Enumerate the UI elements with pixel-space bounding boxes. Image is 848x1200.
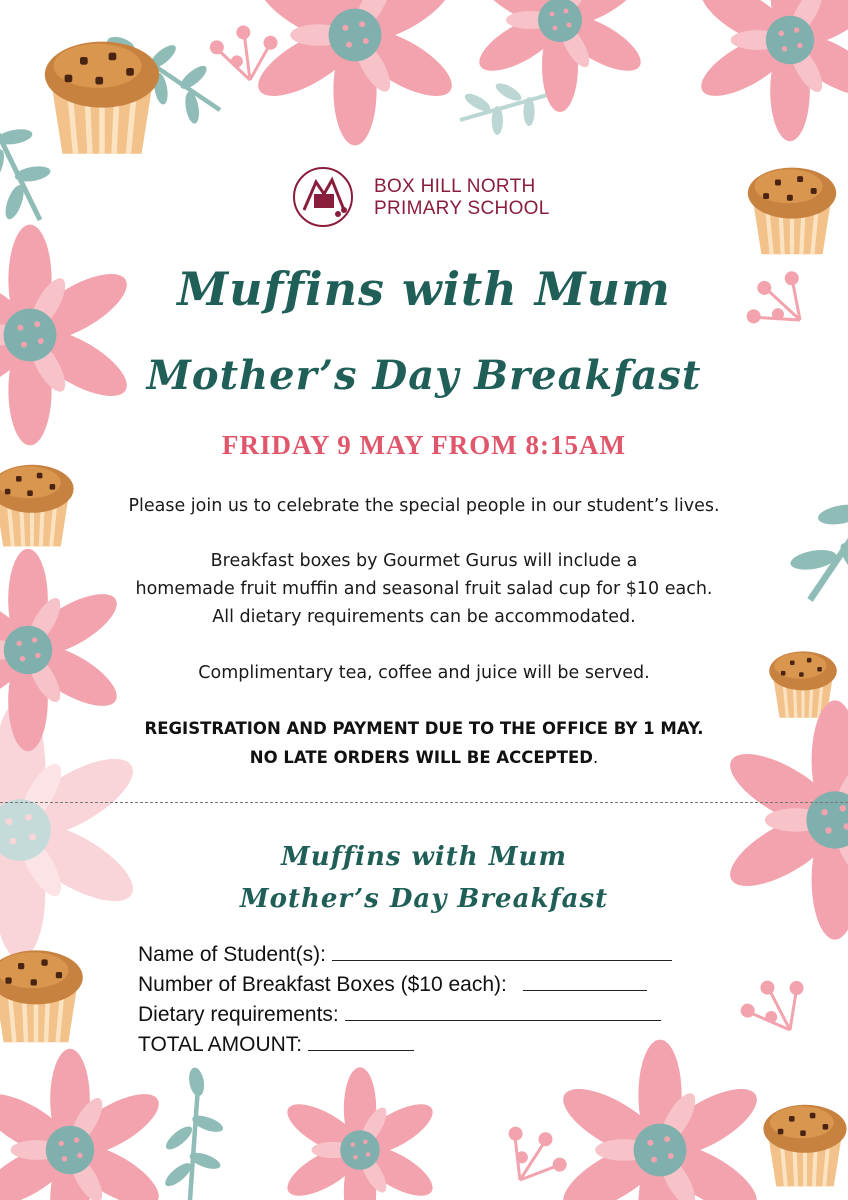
- boxes-line-2: homemade fruit muffin and seasonal fruit salad cup for $10 each.: [135, 579, 713, 599]
- boxes-line-3: All dietary requirements can be accommodated.: [212, 607, 636, 627]
- cut-line-divider: [0, 802, 848, 803]
- notice-line-2-text: NO LATE ORDERS WILL BE ACCEPTED: [249, 748, 593, 767]
- form-title: Muffins with Mum: [281, 842, 567, 872]
- event-subtitle: Mother’s Day Breakfast: [146, 352, 702, 399]
- notice-line-1: REGISTRATION AND PAYMENT DUE TO THE OFFICE BY 1 MAY.: [144, 719, 704, 738]
- total-amount-label: TOTAL AMOUNT:: [138, 1033, 303, 1056]
- form-row-student: [138, 940, 738, 970]
- form-subtitle: Mother’s Day Breakfast: [239, 884, 609, 914]
- intro-text: Please join us to celebrate the special people in our student’s lives.: [128, 496, 720, 516]
- event-date: FRIDAY 9 MAY FROM 8:15AM: [222, 430, 626, 460]
- school-crest-icon: [290, 164, 360, 230]
- school-name-line2: PRIMARY SCHOOL: [374, 198, 550, 219]
- boxes-count-label: Number of Breakfast Boxes ($10 each):: [138, 973, 507, 996]
- notice-line-2: [60, 743, 788, 772]
- student-name-label: Name of Student(s):: [138, 943, 326, 966]
- school-name-line1: BOX HILL NORTH: [374, 176, 536, 197]
- school-logo: [290, 164, 560, 230]
- registration-notice: [60, 714, 788, 772]
- school-name: [374, 176, 550, 220]
- boxes-count-field[interactable]: [523, 970, 647, 991]
- form-row-boxes: [138, 970, 738, 1000]
- form-row-dietary: [138, 1000, 738, 1030]
- event-title: Muffins with Mum: [177, 262, 671, 316]
- dietary-field[interactable]: [345, 1000, 661, 1021]
- form-row-total: [138, 1030, 738, 1060]
- student-name-field[interactable]: [332, 940, 672, 961]
- order-form: [138, 940, 738, 1060]
- drinks-text: Complimentary tea, coffee and juice will be served.: [198, 663, 650, 683]
- dietary-label: Dietary requirements:: [138, 1003, 339, 1026]
- notice-period: .: [592, 748, 599, 767]
- breakfast-boxes-text: [60, 547, 788, 631]
- total-amount-field[interactable]: [308, 1030, 414, 1051]
- boxes-line-1: Breakfast boxes by Gourmet Gurus will include a: [210, 551, 638, 571]
